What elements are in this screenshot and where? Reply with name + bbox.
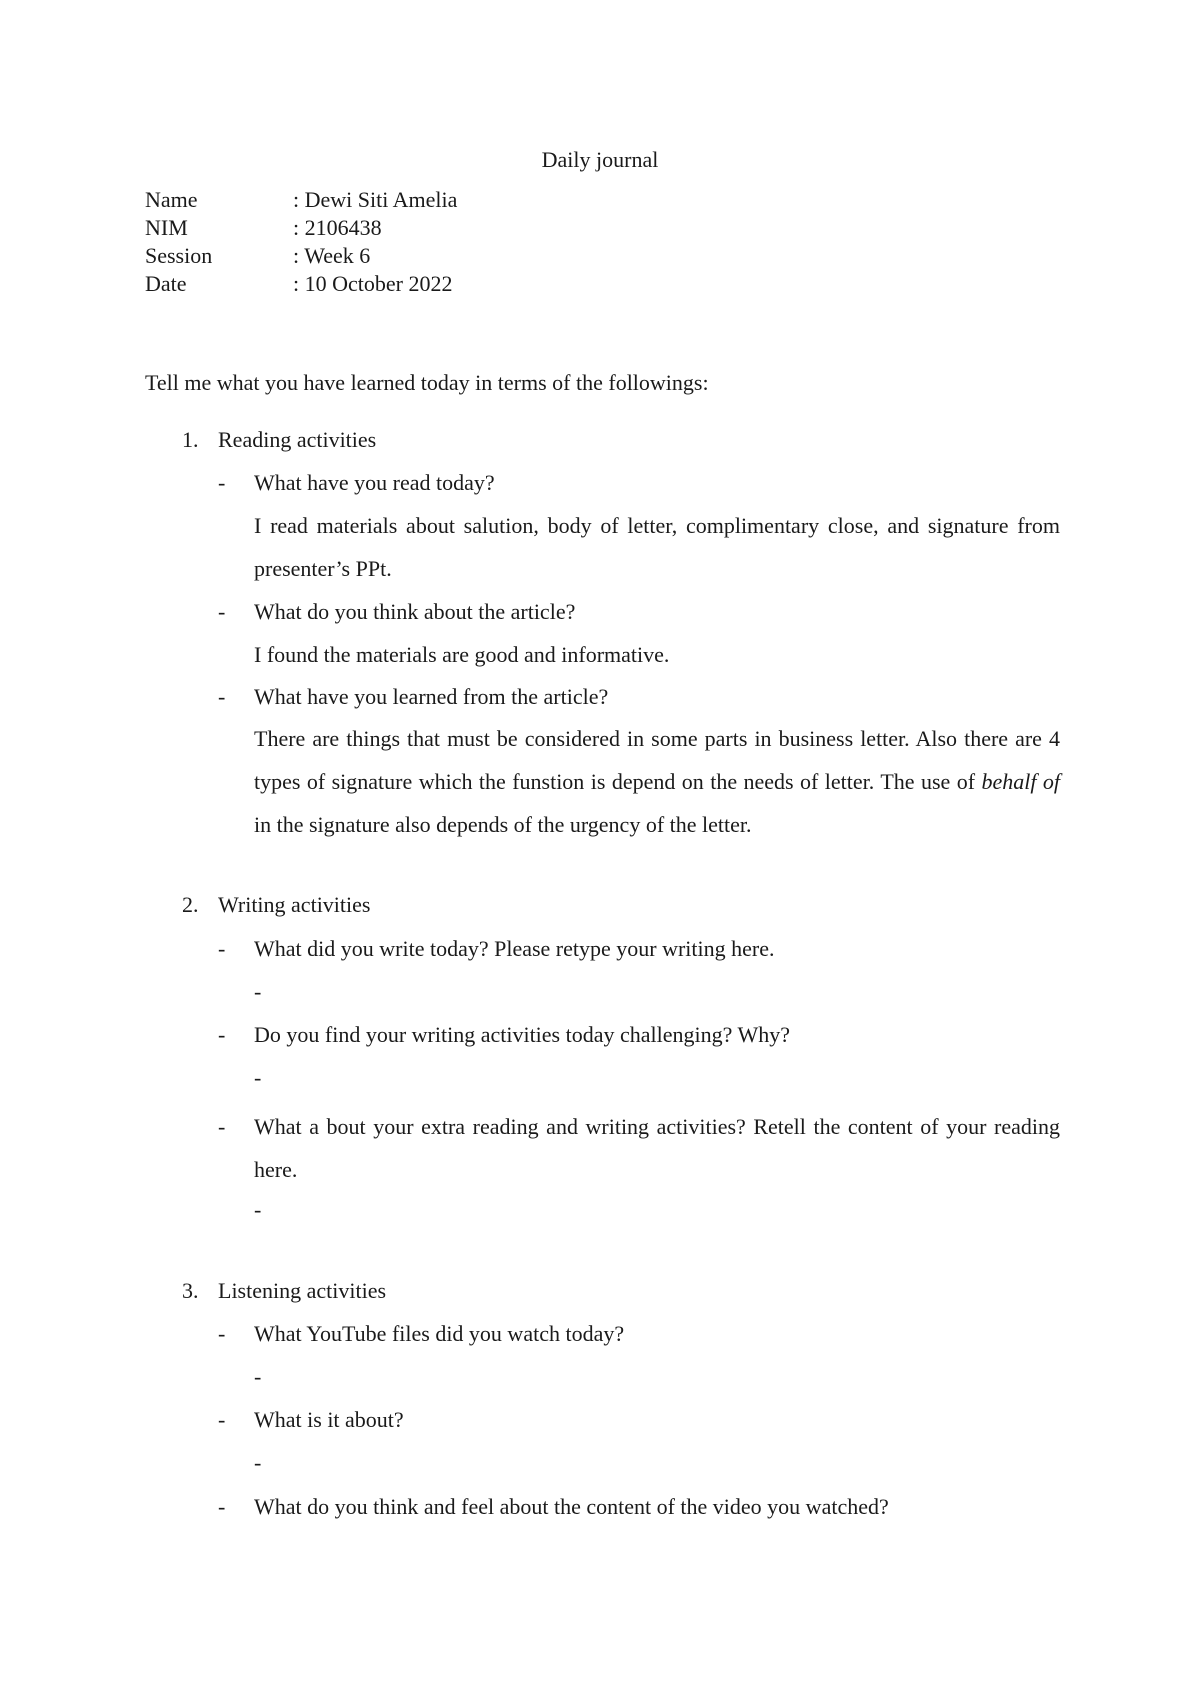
- question: [218, 1020, 790, 1050]
- question: [218, 934, 775, 964]
- question: [218, 1405, 404, 1435]
- meta-session-row: [145, 242, 370, 270]
- meta-label: Name: [145, 187, 198, 212]
- answer-text: -: [254, 1197, 262, 1222]
- bullet-dash: -: [218, 1494, 226, 1519]
- question-text: What do you think about the article?: [254, 599, 576, 624]
- question: [218, 597, 575, 627]
- meta-nim-row: [145, 214, 382, 242]
- bullet-dash: -: [218, 470, 226, 495]
- answer-text: I found the materials are good and informative.: [254, 642, 670, 667]
- answer-paragraph: [254, 717, 1060, 846]
- bullet-dash: -: [218, 1114, 226, 1139]
- bullet-dash: -: [218, 936, 226, 961]
- meta-value: : 2106438: [293, 215, 382, 240]
- meta-value: : Dewi Siti Amelia: [293, 187, 458, 212]
- meta-label: Session: [145, 243, 213, 268]
- section-title-text: Writing activities: [218, 892, 371, 917]
- section-title-text: Listening activities: [218, 1278, 387, 1303]
- bullet-dash: -: [218, 1321, 226, 1346]
- question-text: What did you write today? Please retype your writing here.: [254, 936, 775, 961]
- meta-label: Date: [145, 271, 187, 296]
- answer-text: -: [254, 1450, 262, 1475]
- bullet-dash: -: [218, 684, 226, 709]
- meta-value: : 10 October 2022: [293, 271, 453, 296]
- answer-text: -: [254, 1065, 262, 1090]
- question-text: Do you find your writing activities today challenging? Why?: [254, 1022, 791, 1047]
- section-listening-title: [182, 1276, 386, 1306]
- section-number: 2.: [182, 892, 199, 917]
- question-text: What have you learned from the article?: [254, 684, 609, 709]
- document-title: Daily journal: [541, 147, 659, 172]
- question-text: What is it about?: [254, 1407, 404, 1432]
- question: [218, 682, 608, 712]
- answer-text: -: [254, 979, 262, 1004]
- answer-text: in the signature also depends of the urgency of the letter.: [254, 812, 752, 837]
- question-text: What a bout your extra reading and writing activities? Retell the content of your reading here.: [254, 1114, 1060, 1182]
- question-text: What YouTube files did you watch today?: [254, 1321, 625, 1346]
- question: [218, 1492, 889, 1522]
- bullet-dash: -: [218, 1022, 226, 1047]
- question: [218, 1105, 1060, 1191]
- section-title-text: Reading activities: [218, 427, 377, 452]
- bullet-dash: -: [218, 599, 226, 624]
- meta-label: NIM: [145, 215, 188, 240]
- meta-date-row: [145, 270, 452, 298]
- answer-italic-text: behalf of: [981, 769, 1060, 794]
- answer-text: -: [254, 1364, 262, 1389]
- section-number: 1.: [182, 427, 199, 452]
- answer-text: There are things that must be considered in some parts in business letter. Also there are 4 types of signature which the funstion is depend on the needs of letter. The use of: [254, 726, 1060, 794]
- question-text: What do you think and feel about the content of the video you watched?: [254, 1494, 889, 1519]
- intro-text: Tell me what you have learned today in terms of the followings:: [145, 370, 709, 395]
- question: [218, 1319, 624, 1349]
- section-writing-title: [182, 890, 370, 920]
- meta-value: : Week 6: [293, 243, 371, 268]
- section-reading-title: [182, 425, 376, 455]
- bullet-dash: -: [218, 1407, 226, 1432]
- question: [218, 468, 495, 498]
- question-text: What have you read today?: [254, 470, 495, 495]
- section-number: 3.: [182, 1278, 199, 1303]
- answer-text: I read materials about salution, body of letter, complimentary close, and signature from presenter’s PPt.: [254, 513, 1060, 581]
- meta-name-row: [145, 186, 457, 214]
